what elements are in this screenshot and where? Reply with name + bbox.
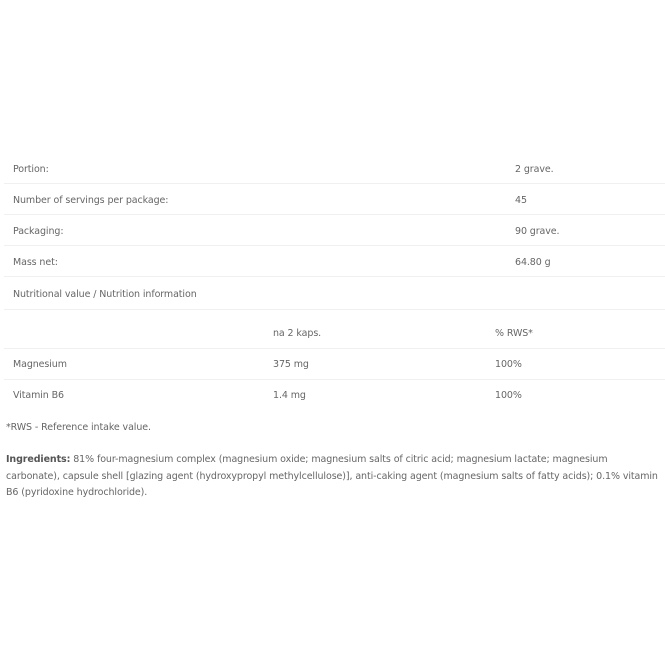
info-label: Portion: xyxy=(13,164,49,175)
nutrition-header-row xyxy=(4,318,665,349)
nutrient-rws: 100% xyxy=(495,390,522,401)
nutrition-row-magnesium xyxy=(4,349,665,380)
nutrition-table xyxy=(4,318,665,411)
product-info-table xyxy=(4,153,665,310)
nutrition-row-vitamin-b6 xyxy=(4,380,665,411)
info-row-servings xyxy=(4,184,665,215)
nutrient-name: Vitamin B6 xyxy=(13,390,64,401)
ingredients-label: Ingredients: xyxy=(6,454,71,465)
ingredients-text: 81% four-magnesium complex (magnesium oxide; magnesium salts of citric acid; magnesium lactate; magnesium carbonate), capsule shell [glazing agent (hydroxypropyl methylcellulose)], anti-caking agent (magnesium salts of fatty acids); 0.1% vitamin B6 (pyridoxine hydrochloride). xyxy=(6,454,658,498)
nutrition-column-header: % RWS* xyxy=(495,328,533,339)
info-label: Number of servings per package: xyxy=(13,195,169,206)
info-label: Mass net: xyxy=(13,257,58,268)
nutrient-amount: 375 mg xyxy=(273,359,309,370)
info-label: Packaging: xyxy=(13,226,64,237)
nutrition-column-header: na 2 kaps. xyxy=(273,328,322,339)
nutrient-name: Magnesium xyxy=(13,359,67,370)
info-value: 90 grave. xyxy=(515,226,560,237)
ingredients-paragraph xyxy=(6,452,661,502)
nutrient-rws: 100% xyxy=(495,359,522,370)
nutrient-amount: 1.4 mg xyxy=(273,390,306,401)
rws-footnote: *RWS - Reference intake value. xyxy=(6,422,151,433)
nutrition-heading-row xyxy=(4,277,665,310)
info-value: 64.80 g xyxy=(515,257,551,268)
nutrition-heading: Nutritional value / Nutrition information xyxy=(13,289,197,300)
info-value: 2 grave. xyxy=(515,164,554,175)
info-row-mass-net xyxy=(4,246,665,277)
info-row-portion xyxy=(4,153,665,184)
info-row-packaging xyxy=(4,215,665,246)
info-value: 45 xyxy=(515,195,527,206)
